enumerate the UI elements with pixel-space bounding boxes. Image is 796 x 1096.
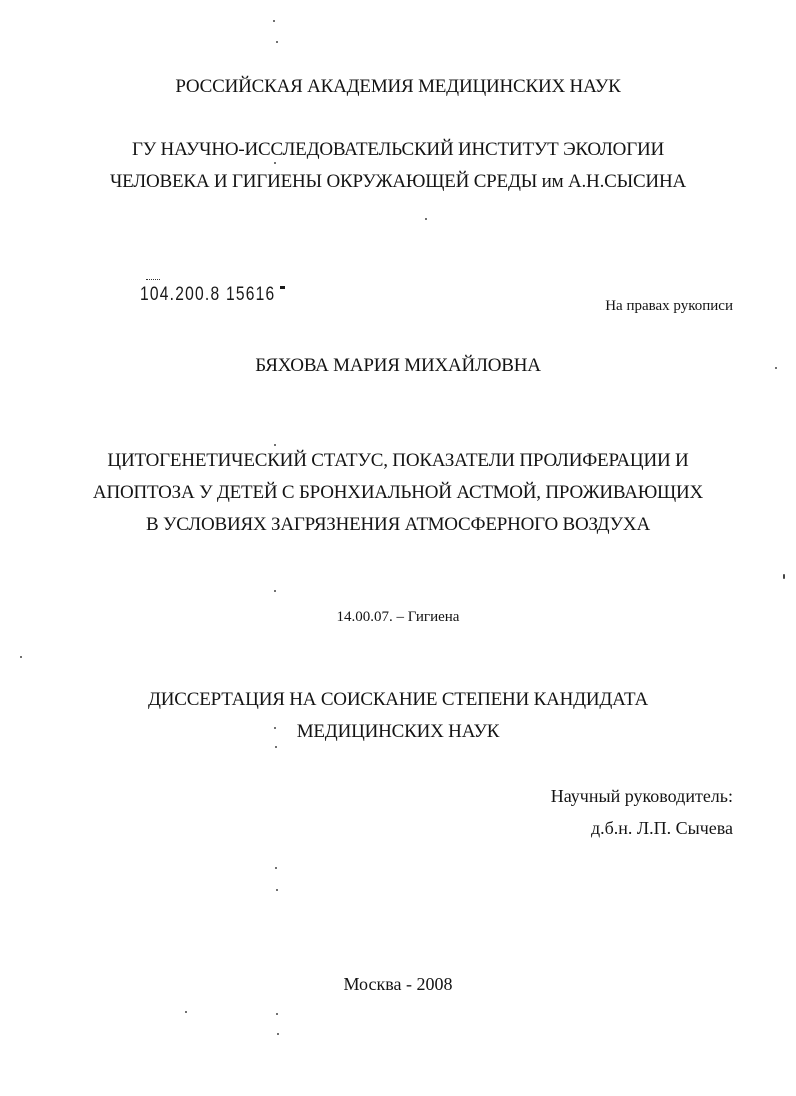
scan-speck — [274, 162, 276, 164]
scan-speck — [425, 218, 427, 220]
scan-speck — [276, 41, 278, 43]
dissertation-type-line-1: ДИССЕРТАЦИЯ НА СОИСКАНИЕ СТЕПЕНИ КАНДИДАТА — [147, 689, 649, 710]
dissertation-title-line-3: В УСЛОВИЯХ ЗАГРЯЗНЕНИЯ АТМОСФЕРНОГО ВОЗДУХА — [146, 514, 650, 535]
dissertation-title-line-2: АПОПТОЗА У ДЕТЕЙ С БРОНХИАЛЬНОЙ АСТМОЙ, ПРОЖИВАЮЩИХ — [92, 482, 704, 503]
specialty-code: 14.00.07. – Гигиена — [336, 609, 460, 625]
supervisor-label: Научный руководитель: — [550, 786, 733, 806]
scan-speck — [274, 727, 276, 729]
scan-speck — [275, 746, 277, 748]
city-and-year: Москва - 2008 — [343, 974, 453, 994]
scan-speck — [276, 1013, 278, 1015]
stamp-ticks — [146, 279, 160, 283]
scan-speck — [783, 574, 785, 579]
academy-name: РОССИЙСКАЯ АКАДЕМИЯ МЕДИЦИНСКИХ НАУК — [175, 76, 621, 97]
scan-speck — [20, 656, 22, 658]
scan-speck — [185, 1011, 187, 1013]
scan-speck — [274, 590, 276, 592]
manuscript-rights-note: На правах рукописи — [605, 298, 733, 314]
scan-speck — [273, 20, 275, 22]
scan-speck — [275, 867, 277, 869]
scan-speck — [775, 367, 777, 369]
stamp-mark — [280, 286, 285, 289]
supervisor-name: д.б.н. Л.П. Сычева — [590, 818, 733, 838]
scan-speck — [277, 1033, 279, 1035]
dissertation-type-line-2: МЕДИЦИНСКИХ НАУК — [296, 721, 500, 742]
author-name: БЯХОВА МАРИЯ МИХАЙЛОВНА — [255, 355, 541, 376]
institute-name-line-1: ГУ НАУЧНО-ИССЛЕДОВАТЕЛЬСКИЙ ИНСТИТУТ ЭКОЛОГИИ — [131, 139, 665, 160]
library-stamp-number: 104.200.8 15616 — [140, 284, 276, 305]
scan-speck — [274, 444, 276, 446]
scan-speck — [276, 889, 278, 891]
institute-name-line-2: ЧЕЛОВЕКА И ГИГИЕНЫ ОКРУЖАЮЩЕЙ СРЕДЫ им А.Н.СЫСИНА — [109, 171, 686, 192]
dissertation-title-line-1: ЦИТОГЕНЕТИЧЕСКИЙ СТАТУС, ПОКАЗАТЕЛИ ПРОЛИФЕРАЦИИ И — [107, 450, 689, 471]
